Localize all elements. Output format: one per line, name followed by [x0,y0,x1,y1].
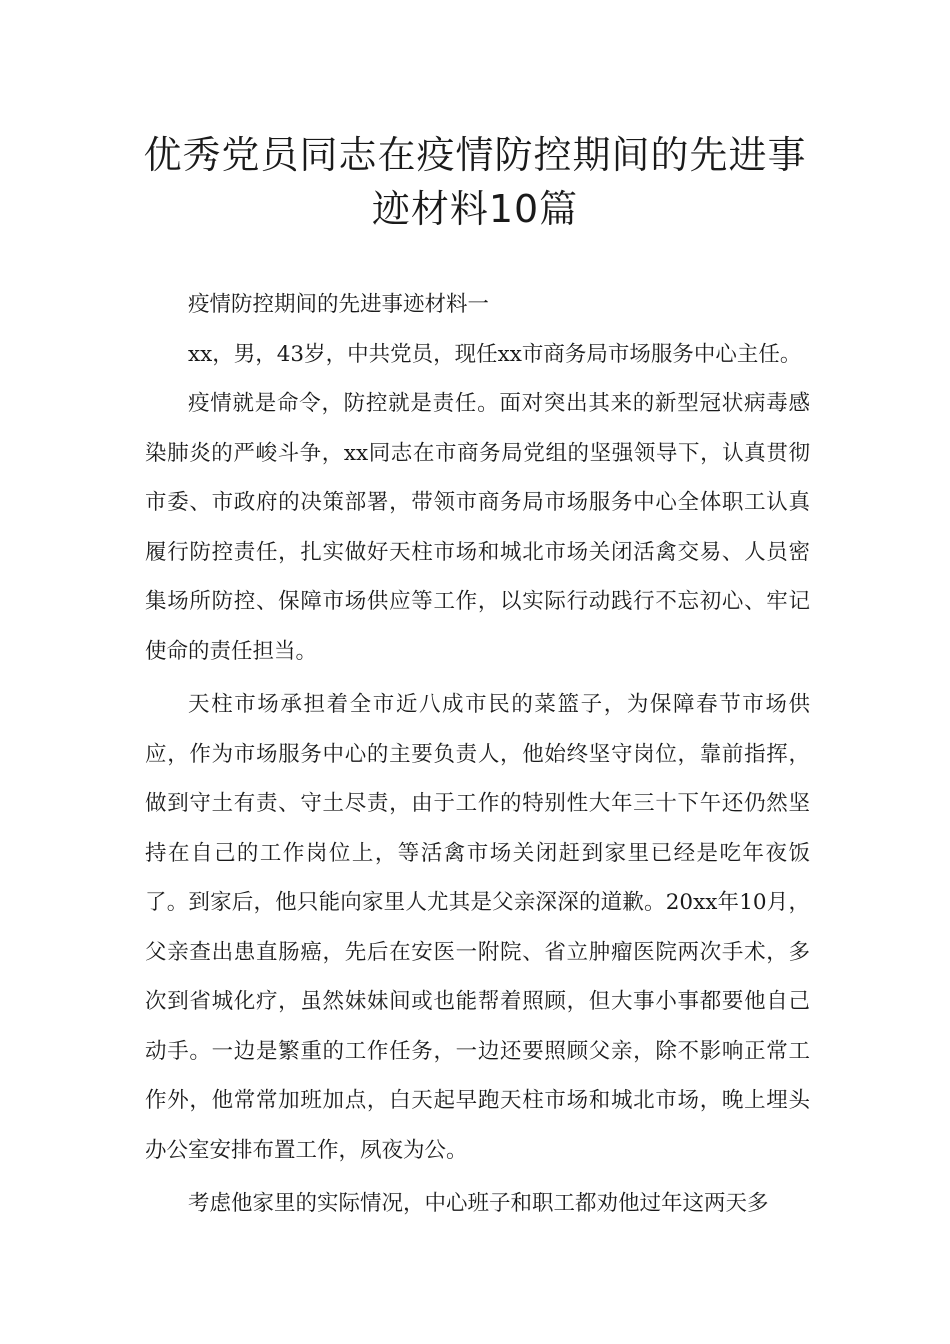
document-body [145,280,810,1229]
paragraph: 疫情就是命令，防控就是责任。面对突出其来的新型冠状病毒感染肺炎的严峻斗争，xx同志在市商务局党组的坚强领导下，认真贯彻市委、市政府的决策部署，带领市商务局市场服务中心全体职工认真履行防控责任，扎实做好天柱市场和城北市场关闭活禽交易、人员密集场所防控、保障市场供应等工作，以实际行动践行不忘初心、牢记使命的责任担当。 [145,391,810,664]
paragraph: 天柱市场承担着全市近八成市民的菜篮子，为保障春节市场供应，作为市场服务中心的主要负责人，他始终坚守岗位，靠前指挥，做到守土有责、守土尽责，由于工作的特别性大年三十下午还仍然坚持在自己的工作岗位上，等活禽市场关闭赶到家里已经是吃年夜饭了。到家后，他只能向家里人尤其是父亲深深的道歉。20xx年10月，父亲查出患直肠癌，先后在安医一附院、省立肿瘤医院两次手术，多次到省城化疗，虽然妹妹间或也能帮着照顾，但大事小事都要他自己动手。一边是繁重的工作任务，一边还要照顾父亲，除不影响正常工作外，他常常加班加点，白天起早跑天柱市场和城北市场，晚上埋头办公室安排布置工作，夙夜为公。 [145,692,810,1163]
paragraph: 考虑他家里的实际情况，中心班子和职工都劝他过年这两天多 [188,1191,769,1216]
title-line-1: 优秀党员同志在疫情防控期间的先进事 [143,133,807,177]
paragraph: xx，男，43岁，中共党员，现任xx市商务局市场服务中心主任。 [188,341,802,367]
document-title [100,128,850,236]
section-heading: 疫情防控期间的先进事迹材料一 [188,292,490,317]
title-line-2: 迹材料10篇 [371,187,579,231]
